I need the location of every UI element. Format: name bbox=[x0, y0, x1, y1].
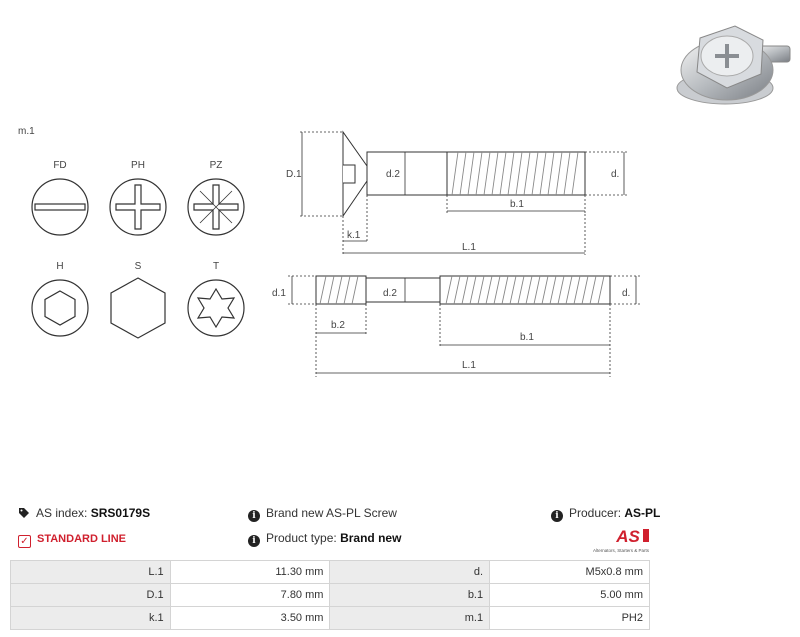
dim-label-stud-b2: b.2 bbox=[331, 320, 345, 331]
drive-label-pz: PZ bbox=[209, 160, 223, 171]
drive-label-fd: FD bbox=[53, 160, 67, 171]
as-index bbox=[18, 506, 150, 520]
product-type-label: Product type: bbox=[266, 531, 337, 545]
product-type-value: Brand new bbox=[340, 531, 402, 545]
dim-label-b1: b.1 bbox=[510, 199, 524, 210]
dim-label-k1: k.1 bbox=[347, 230, 361, 241]
info-icon: i bbox=[248, 510, 260, 522]
dim-label-D1: D.1 bbox=[286, 169, 302, 180]
dim-label-d: d. bbox=[611, 169, 620, 180]
drive-label-s: S bbox=[134, 261, 142, 272]
table-row bbox=[11, 584, 650, 607]
dim-label-d2: d.2 bbox=[386, 169, 400, 180]
logo-mark: AS bbox=[616, 527, 640, 546]
drive-label-t: T bbox=[212, 261, 220, 272]
dim-label-stud-d1: d.1 bbox=[272, 288, 286, 299]
product-type bbox=[248, 531, 401, 547]
phillips-drive-icon bbox=[110, 179, 166, 235]
description-text: Brand new AS-PL Screw bbox=[266, 506, 397, 520]
description bbox=[248, 506, 397, 522]
dim-label-stud-d2: d.2 bbox=[383, 288, 397, 299]
logo-tagline: Alternators, Starters & Parts bbox=[592, 548, 650, 553]
as-index-label: AS index: bbox=[36, 506, 88, 520]
spec-key: m.1 bbox=[330, 607, 490, 630]
spec-value: 7.80 mm bbox=[170, 584, 330, 607]
spec-key: d. bbox=[330, 561, 490, 584]
hex-head-drive-icon bbox=[111, 278, 165, 338]
technical-drawing bbox=[0, 115, 660, 380]
drive-label-ph: PH bbox=[131, 160, 145, 171]
dim-label-L1: L.1 bbox=[462, 242, 476, 253]
info-icon: i bbox=[248, 535, 260, 547]
spec-value: 3.50 mm bbox=[170, 607, 330, 630]
pozidriv-drive-icon bbox=[188, 179, 244, 235]
screw-profile bbox=[343, 132, 585, 216]
tag-icon bbox=[18, 507, 30, 519]
standard-line bbox=[18, 531, 126, 548]
dim-label-stud-L1: L.1 bbox=[462, 360, 476, 371]
dim-label-stud-b1: b.1 bbox=[520, 332, 534, 343]
spec-value: 11.30 mm bbox=[170, 561, 330, 584]
producer-label: Producer: bbox=[569, 506, 622, 520]
flat-slot-drive-icon bbox=[32, 179, 88, 235]
spec-key: L.1 bbox=[11, 561, 171, 584]
table-row bbox=[11, 607, 650, 630]
standard-line-label: STANDARD LINE bbox=[37, 533, 127, 545]
spec-value: 5.00 mm bbox=[490, 584, 650, 607]
spec-value: M5x0.8 mm bbox=[490, 561, 650, 584]
table-row bbox=[11, 561, 650, 584]
torx-drive-icon bbox=[188, 280, 244, 336]
spec-key: D.1 bbox=[11, 584, 171, 607]
as-pl-logo bbox=[588, 525, 654, 557]
as-index-value: SRS0179S bbox=[90, 506, 151, 520]
spec-table bbox=[10, 560, 650, 630]
stud-profile bbox=[316, 276, 610, 304]
info-icon: i bbox=[551, 510, 563, 522]
spec-value: PH2 bbox=[490, 607, 650, 630]
producer-value: AS-PL bbox=[624, 506, 661, 520]
spec-key: b.1 bbox=[330, 584, 490, 607]
producer bbox=[551, 506, 660, 522]
drive-label-h: H bbox=[56, 261, 64, 272]
hex-socket-drive-icon bbox=[32, 280, 88, 336]
check-icon: ✓ bbox=[18, 535, 31, 548]
drive-heading: m.1 bbox=[18, 126, 35, 137]
spec-key: k.1 bbox=[11, 607, 171, 630]
dim-label-stud-d: d. bbox=[622, 288, 631, 299]
product-photo bbox=[655, 8, 795, 113]
